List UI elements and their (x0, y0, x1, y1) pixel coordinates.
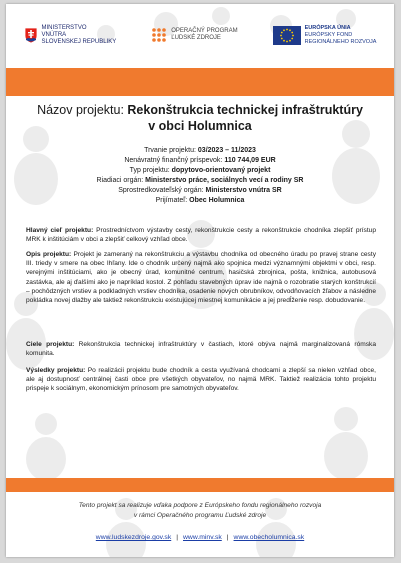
eu-logo-text: EURÓPSKA ÚNIA EURÓPSKY FOND REGIONÁLNEHO ROZVOJA (304, 24, 377, 45)
eu-star-icon (283, 29, 285, 31)
main-goal-section (26, 226, 376, 244)
project-title (16, 102, 384, 134)
info-grant: Nenávratný finančný príspevok: 110 744,09 EUR (124, 157, 276, 164)
ministry-logo-text: MINISTERSTVO VNÚTRA SLOVENSKEJ REPUBLIKY (41, 24, 117, 45)
description-text: Projekt je zameraný na rekonštrukciu a výstavbu chodníka od obecného úradu po pravej strane cesty III. triedy v smere na obec Ihľany. Ide o chodník určený najmä ako spojnica medzi významnými objektmi v obci, resp. verejnými inštitúciami, ako je obecný úrad, komunitné centrum, hasičská zbrojnica, pošta, knižnica, autobusová zastávka, ale aj ďalšími ako je napríklad kostol. Z pohľadu stavebných úprav ide najmä o rozobratie starých konštrukcií – pochôdzných vrstiev a podkladných vrstiev chodníka, osadenie nových obrubníkov, odvodňovacích žľabov a následne pokládka novej dlažby ale taktiež rekonštrukciu existujúcej miestnej komunikácie a jej predĺženie resp. dobudovanie. (26, 251, 376, 305)
eu-flag-icon (273, 26, 301, 45)
goals-section (26, 340, 376, 358)
program-logo-text: OPERAČNÝ PROGRAM ĽUDSKÉ ZDROJE (171, 28, 238, 41)
info-beneficiary: Prijímateľ: Obec Holumnica (155, 197, 245, 204)
link-minv[interactable]: www.minv.sk (183, 534, 222, 541)
info-intermediate-body: Sprostredkovateľský orgán: Ministerstvo vnútra SR (118, 187, 282, 194)
project-info-block (16, 146, 384, 206)
project-poster (6, 4, 394, 557)
eu-star-icon (281, 37, 283, 39)
info-type: Typ projektu: dopytovo-orientovaný projekt (129, 167, 271, 174)
logo-bar (6, 4, 394, 66)
eu-star-icon (280, 34, 282, 36)
results-section (26, 366, 376, 394)
eu-star-icon (286, 40, 288, 42)
info-managing-authority: Riadiaci orgán: Ministerstvo práce, sociálnych vecí a rodiny SR (96, 177, 304, 184)
eu-star-icon (283, 39, 285, 41)
eu-star-icon (291, 37, 293, 39)
eu-star-icon (291, 31, 293, 33)
main-goal-text: Prostredníctvom výstavby cesty, rekonštrukcie cesty a rekonštrukcie chodníka zlepšiť prístup MRK k inštitúciám v obci a zlepšiť celkový vzhľad obce. (26, 227, 377, 244)
footer-links (26, 534, 374, 541)
link-separator: | (176, 534, 178, 541)
link-obecholumnica[interactable]: www.obecholumnica.sk (233, 534, 305, 541)
description-section (26, 250, 376, 305)
info-duration: Trvanie projektu: 03/2023 – 11/2023 (144, 147, 256, 154)
goals-text: Rekonštrukcia technickej infraštruktúry v častiach, ktoré obýva najmä marginalizovaná rómska komunita. (26, 341, 376, 358)
orange-band-top (6, 68, 394, 96)
eu-star-icon (292, 34, 294, 36)
orange-band-bottom (6, 478, 394, 492)
funding-note: Tento projekt sa realizuje vďaka podpore z Európskeho fondu regionálneho rozvoja v rámci Operačného programu Ľudské zdroje (78, 502, 322, 519)
dots-grid-icon (151, 27, 167, 43)
slovak-coat-of-arms-icon (24, 27, 38, 44)
project-title-label: Názov projektu: (37, 103, 128, 117)
eu-star-icon (289, 39, 291, 41)
ministry-logo (24, 25, 117, 46)
eu-star-icon (286, 28, 288, 30)
results-text: Po realizácii projektu bude chodník a cesta využívaná chodcami a zlepší sa nielen vzhľad obce, ale aj dostupnosť centrálnej časti obce pre všetkých obyvateľov, no najmä MRK. Taktiež realizácia tohto projektu prispeje k sociálnym, ekonomickým prínosom pre samotných obyvateľov. (26, 367, 376, 393)
link-separator: | (226, 534, 229, 541)
goals-label: Ciele projektu: (26, 341, 75, 348)
results-label: Výsledky projektu: (26, 367, 86, 374)
project-title-line1: Rekonštrukcia technickej infraštruktúry (127, 103, 363, 117)
eu-logo (273, 25, 377, 46)
project-title-line2: v obci Holumnica (148, 119, 252, 133)
program-logo (151, 27, 237, 43)
eu-star-icon (281, 31, 283, 33)
description-label: Opis projektu: (26, 251, 72, 258)
main-goal-label: Hlavný cieľ projektu: (26, 227, 94, 234)
link-ludskezdroje[interactable]: www.ludskezdroje.gov.sk (95, 534, 172, 541)
eu-star-icon (289, 29, 291, 31)
